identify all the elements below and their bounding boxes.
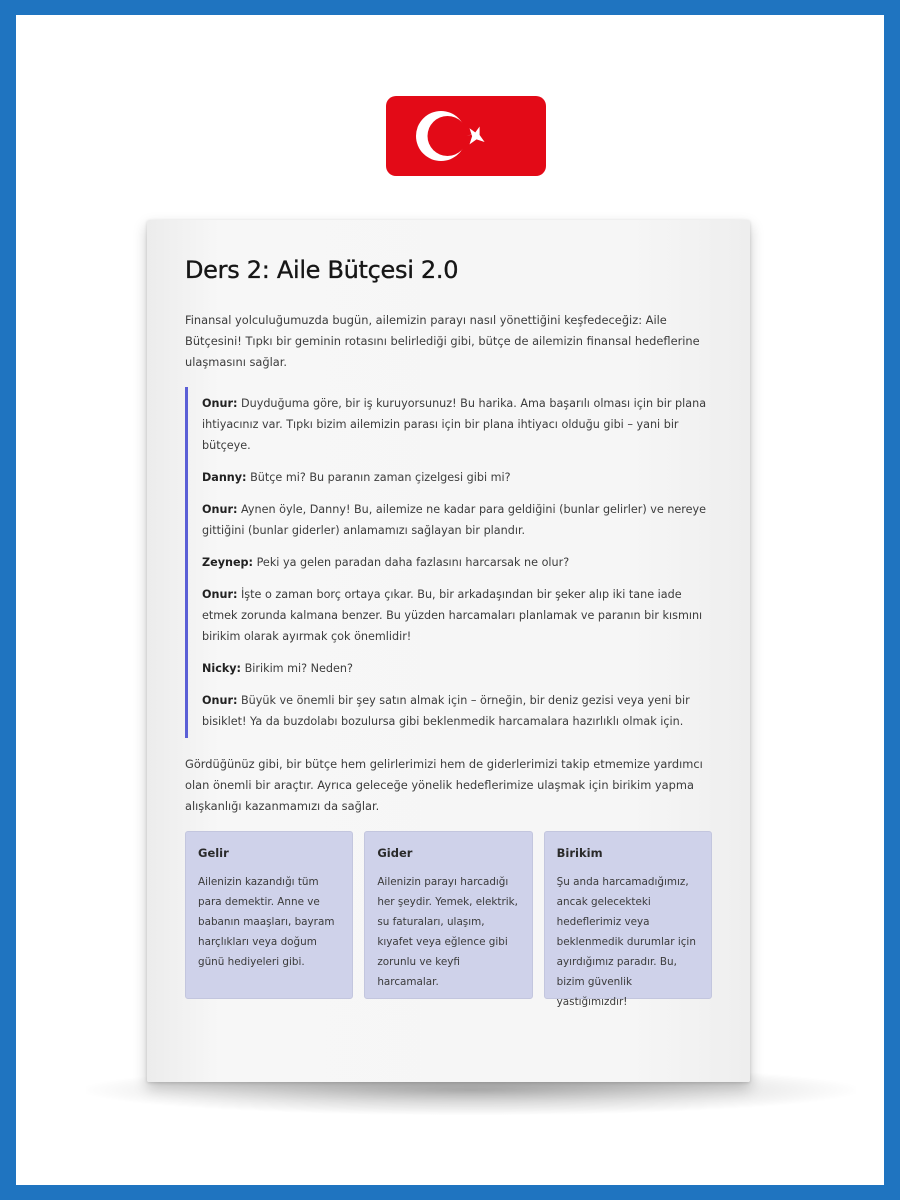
dialogue-line [202,584,712,647]
card-title: Birikim [556,846,603,860]
speaker-name: Zeynep: [202,556,254,569]
dialogue-text: Peki ya gelen paradan daha fazlasını harcarsak ne olur? [253,556,570,569]
dialogue-text: İşte o zaman borç ortaya çıkar. Bu, bir arkadaşından bir şeker alıp iki tane iade etmek zorunda kalmana benzer. Bu yüzden harcamaları planlamak ve paranın bir kısmını birikim olarak ayırmak çok önemlidir! [202,588,703,643]
summary-paragraph: Gördüğünüz gibi, bir bütçe hem gelirlerimizi hem de giderlerimizi takip etmemize yardımcı olan önemli bir araçtır. Ayrıca geleceğe yönelik hedeflerimize ulaşmak için birikim yapma alışkanlığı kazanmamızı da sağlar. [185,757,703,813]
speaker-name: Onur: [202,397,238,410]
intro-paragraph: Finansal yolculuğumuzda bugün, ailemizin parayı nasıl yönettiğini keşfedeceğiz: Aile Bütçesini! Tıpkı bir geminin rotasını belirlediği gibi, bütçe de ailemizin finansal hedeflerine ulaşmasını sağlar. [185,313,700,369]
dialogue-text: Duyduğuma göre, bir iş kuruyorsunuz! Bu harika. Ama başarılı olması için bir plana ihtiyacınız var. Tıpkı bizim ailemizin parası için bir plana ihtiyacı olduğu gibi – yani bir bütçeye. [202,397,707,452]
dialogue-text: Birikim mi? Neden? [241,662,353,675]
lesson-title: Ders 2: Aile Bütçesi 2.0 [185,256,459,284]
card-title: Gelir [198,846,229,860]
concept-cards [185,831,712,1008]
speaker-name: Onur: [202,694,238,707]
dialogue-line [202,690,712,732]
speaker-name: Danny: [202,471,247,484]
card-title: Gider [377,846,413,860]
card-text: Şu anda harcamadığımız, ancak gelecekteki hedeflerimiz veya beklenmedik durumlar için ayırdığımız paradır. Bu, bizim güvenlik yastığımızdır! [556,876,696,1008]
speaker-name: Onur: [202,588,238,601]
dialogue-line [202,658,712,679]
dialogue-line [202,393,712,456]
dialogue-text: Bütçe mi? Bu paranın zaman çizelgesi gibi mi? [246,471,511,484]
dialogue-text: Aynen öyle, Danny! Bu, ailemize ne kadar para geldiğini (bunlar gelirler) ve nereye gittiğini (bunlar giderler) anlamamızı sağlayan bir plandır. [202,503,707,537]
dialogue-text: Büyük ve önemli bir şey satın almak için – örneğin, bir deniz gezisi veya yeni bir bisiklet! Ya da buzdolabı bozulursa gibi beklenmedik harcamalara hazırlıklı olmak için. [202,694,690,728]
card-text: Ailenizin kazandığı tüm para demektir. Anne ve babanın maaşları, bayram harçlıkları veya doğum günü hediyeleri gibi. [198,876,335,968]
card-gelir [185,831,353,999]
turkish-flag-icon [386,96,546,176]
speaker-name: Onur: [202,503,238,516]
speaker-name: Nicky: [202,662,242,675]
card-gider [364,831,532,999]
worksheet-page [147,220,750,1082]
crescent-star-icon [386,96,546,176]
dialogue-block [185,387,712,738]
dialogue-line [202,552,712,573]
card-birikim [544,831,712,1008]
dialogue-line [202,467,712,488]
card-text: Ailenizin parayı harcadığı her şeydir. Yemek, elektrik, su faturaları, ulaşım, kıyafet veya eğlence gibi zorunlu ve keyfi harcamalar. [377,876,518,988]
dialogue-line [202,499,712,541]
